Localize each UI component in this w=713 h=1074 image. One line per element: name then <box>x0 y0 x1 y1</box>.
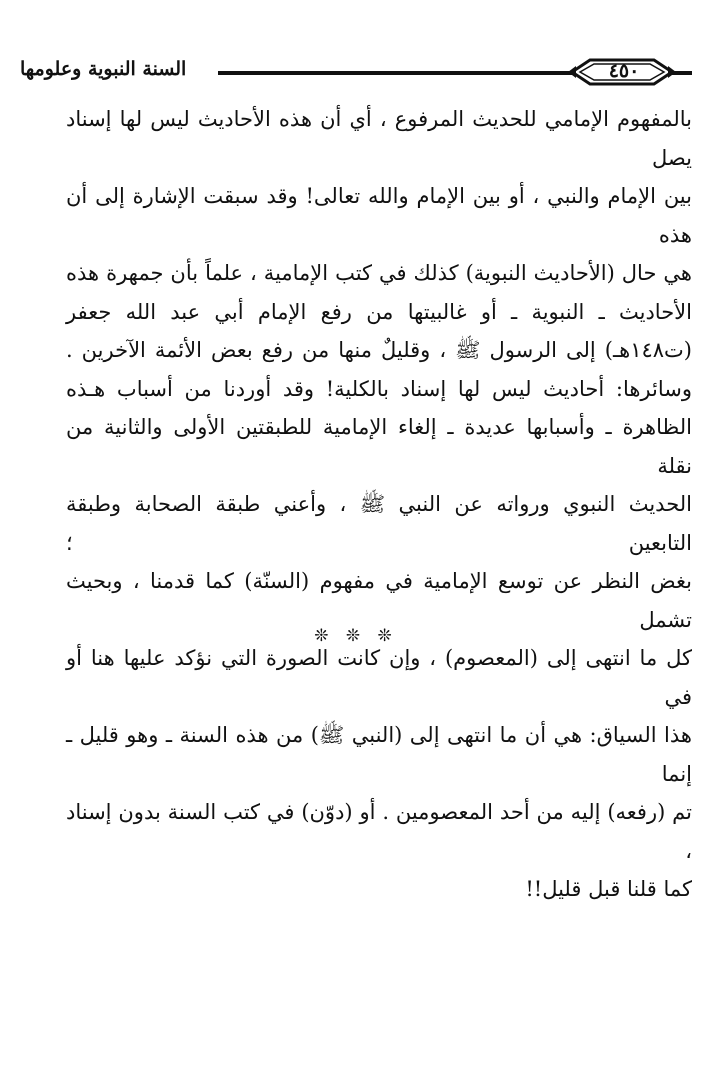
body-line: الظاهرة ـ وأسبابها عديدة ـ إلغاء الإمامية للطبقتين الأولى والثانية من نقلة <box>66 415 692 478</box>
body-text <box>66 100 692 909</box>
body-line: هي حال (الأحاديث النبوية) كذلك في كتب الإمامية ، علماً بأن جمهرة هذه <box>66 261 692 285</box>
body-line: (ت١٤٨هـ) إلى الرسول ﷺ ، وقليلٌ منها من رفع بعض الأئمة الآخرين . <box>66 338 692 362</box>
header-rule <box>218 71 576 75</box>
body-line: بالمفهوم الإمامي للحديث المرفوع ، أي أن هذه الأحاديث ليس لها إسناد يصل <box>66 107 692 170</box>
body-line: تم (رفعه) إليه من أحد المعصومين . أو (دوّن) في كتب السنة بدون إسناد ، <box>66 800 692 863</box>
body-line: الأحاديث ـ النبوية ـ أو غالبيتها من رفع الإمام أبي عبد الله جعفر <box>66 299 692 324</box>
page-number: ٤٥٠ <box>608 60 640 82</box>
page-header <box>20 52 700 92</box>
body-line: الحديث النبوي ورواته عن النبي ﷺ ، وأعني طبقة الصحابة وطبقة التابعين ؛ <box>66 492 692 555</box>
body-line: وسائرها: أحاديث ليس لها إسناد بالكلية! وقد أوردنا من أسباب هـذه <box>66 376 692 401</box>
running-title: السنة النبوية وعلومها <box>20 58 187 80</box>
body-line: كما قلنا قبل قليل!! <box>525 877 692 901</box>
body-line: هذا السياق: هي أن ما انتهى إلى (النبي ﷺ) من هذه السنة ـ وهو قليل ـ إنما <box>66 723 692 786</box>
section-separator: ❊ ❊ ❊ <box>314 626 398 646</box>
body-line: كل ما انتهى إلى (المعصوم) ، وإن كانت الصورة التي نؤكد عليها هنا أو في <box>66 646 692 709</box>
header-rule-right <box>670 71 692 75</box>
body-line: بغض النظر عن توسع الإمامية في مفهوم (السنّة) كما قدمنا ، وبحيث تشمل <box>66 569 692 632</box>
body-line: بين الإمام والنبي ، أو بين الإمام والله تعالى! وقد سبقت الإشارة إلى أن هذه <box>66 184 692 247</box>
